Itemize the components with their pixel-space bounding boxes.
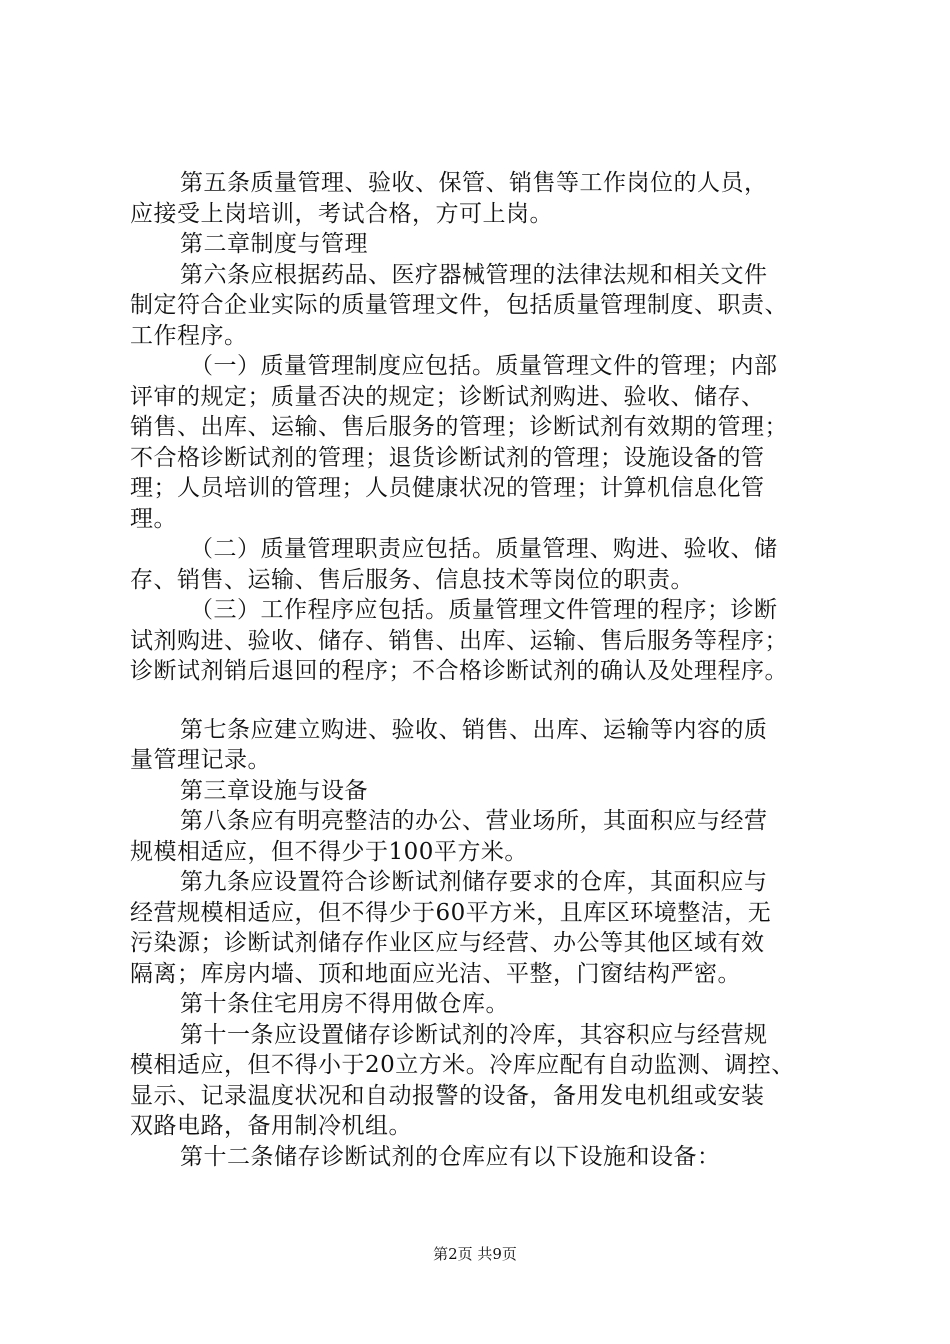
paragraph-line: 理；人员培训的管理；人员健康状况的管理；计算机信息化管 [130,475,765,501]
paragraph-line: 规模相适应，但不得少于100平方米。 [130,838,528,865]
paragraph-line: 经营规模相适应，但不得少于60平方米，且库区环境整洁，无 [130,899,772,926]
paragraph-line: 第七条应建立购进、验收、销售、出库、运输等内容的质 [180,716,768,743]
paragraph-line: 不合格诊断试剂的管理；退货诊断试剂的管理；设施设备的管 [130,444,765,471]
paragraph-line: 制定符合企业实际的质量管理文件，包括质量管理制度、职责、 [130,292,788,318]
paragraph-line: 评审的规定；质量否决的规定；诊断试剂购进、验收、储存、 [130,383,765,410]
paragraph-line: 第九条应设置符合诊断试剂储存要求的仓库，其面积应与 [180,869,768,895]
paragraph-line: 第六条应根据药品、医疗器械管理的法律法规和相关文件 [180,261,768,288]
paragraph-line: 显示、记录温度状况和自动报警的设备，备用发电机组或安装 [130,1082,765,1109]
paragraph-line: 隔离；库房内墙、顶和地面应光洁、平整，门窗结构严密。 [130,960,741,987]
paragraph-line: 存、销售、运输、售后服务、信息技术等岗位的职责。 [130,566,694,593]
paragraph-line: （三）工作程序应包括。质量管理文件管理的程序；诊断 [190,597,778,623]
paragraph-line: 量管理记录。 [130,747,271,773]
paragraph-line: 污染源；诊断试剂储存作业区应与经营、办公等其他区域有效 [130,930,765,956]
paragraph-line: 应接受上岗培训，考试合格，方可上岗。 [130,200,553,227]
paragraph-line: 诊断试剂销后退回的程序；不合格诊断试剂的确认及处理程序。 [130,658,788,684]
paragraph-line: 工作程序。 [130,322,248,349]
chapter-heading: 第三章设施与设备 [180,777,368,804]
paragraph-line: （一）质量管理制度应包括。质量管理文件的管理；内部 [190,353,778,379]
paragraph-line: 试剂购进、验收、储存、销售、出库、运输、售后服务等程序； [130,627,788,654]
paragraph-line: （二）质量管理职责应包括。质量管理、购进、验收、储 [190,536,778,562]
paragraph-gap [130,687,830,715]
paragraph-line: 理。 [130,505,177,532]
paragraph-line: 模相适应，但不得小于20立方米。冷库应配有自动监测、调控、 [130,1052,795,1078]
paragraph-line: 第五条质量管理、验收、保管、销售等工作岗位的人员， [180,170,768,196]
chapter-heading: 第二章制度与管理 [180,231,368,257]
paragraph-line: 双路电路，备用制冷机组。 [130,1113,412,1139]
paragraph-line: 销售、出库、运输、售后服务的管理；诊断试剂有效期的管理； [130,414,788,440]
paragraph-line: 第十条住宅用房不得用做仓库。 [180,991,509,1017]
paragraph-line: 第十一条应设置储存诊断试剂的冷库，其容积应与经营规 [180,1021,768,1048]
page-footer: 第2页 共9页 [433,1245,517,1263]
document-body [130,168,830,1172]
paragraph-line: 第八条应有明亮整洁的办公、营业场所，其面积应与经营 [180,808,768,834]
paragraph-line: 第十二条储存诊断试剂的仓库应有以下设施和设备： [180,1143,721,1170]
